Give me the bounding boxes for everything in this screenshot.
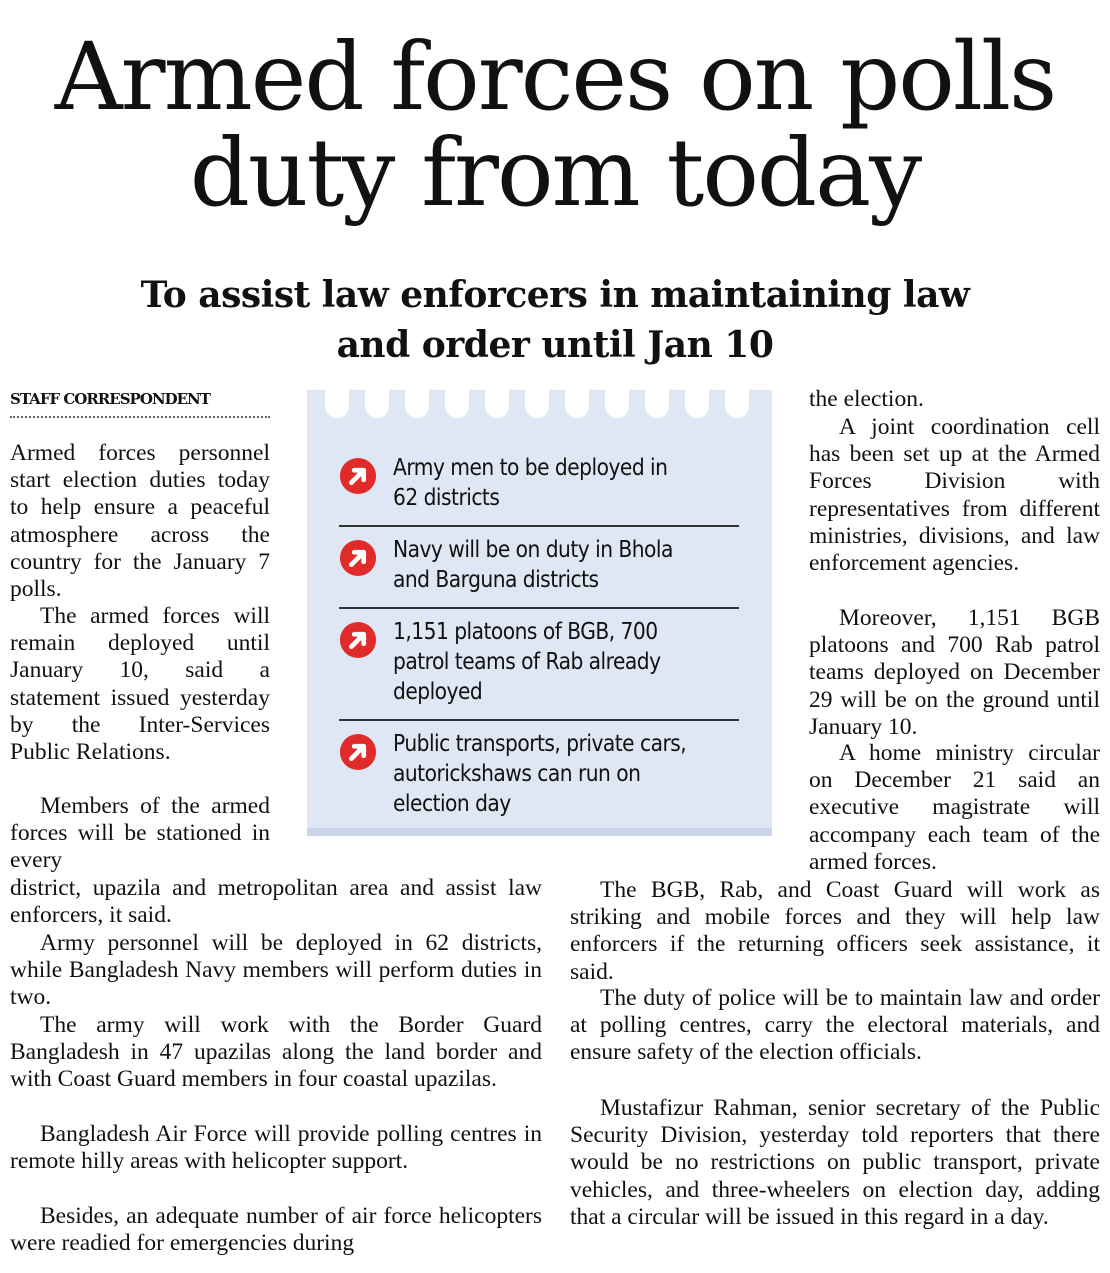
article-paragraph: Mustafizur Rahman, senior secretary of the Public Security Division, yesterday told reporters that there would be no restrictions on public transport, private vehicles, and three-wheelers on election day, adding that a circular will be issued in this regard in a day. bbox=[570, 1095, 1100, 1230]
article-paragraph: Army personnel will be deployed in 62 districts, while Bangladesh Navy members will perform duties in two. bbox=[10, 930, 542, 1011]
arrow-up-right-circle-icon bbox=[339, 733, 377, 771]
highlights-card bbox=[307, 390, 772, 836]
notepad-holes bbox=[325, 388, 755, 418]
highlight-item bbox=[339, 445, 739, 527]
headline-line-2: duty from today bbox=[189, 119, 921, 228]
arrow-up-right-circle-icon bbox=[339, 621, 377, 659]
headline-line-1: Armed forces on polls bbox=[54, 23, 1056, 132]
highlight-text: Navy will be on duty in Bhola and Barguna districts bbox=[393, 537, 673, 593]
article-paragraph: The armed forces will remain deployed until January 10, said a statement issued yesterday by the Inter-Services Public Relations. bbox=[10, 603, 270, 766]
article-paragraph: Bangladesh Air Force will provide polling centres in remote hilly areas with helicopter support. bbox=[10, 1121, 542, 1175]
highlights-list bbox=[339, 445, 739, 831]
byline: STAFF CORRESPONDENT bbox=[10, 390, 270, 418]
arrow-up-right-circle-icon bbox=[339, 457, 377, 495]
article-paragraph: The duty of police will be to maintain law and order at polling centres, carry the electoral materials, and ensure safety of the election officials. bbox=[570, 985, 1100, 1066]
highlight-text: Army men to be deployed in 62 districts bbox=[393, 455, 668, 511]
article-paragraph: Armed forces personnel start election duties today to help ensure a peaceful atmosphere across the country for the January 7 polls. bbox=[10, 440, 270, 603]
card-bottom-band bbox=[307, 828, 772, 836]
article-paragraph: Besides, an adequate number of air force helicopters were readied for emergencies during bbox=[10, 1203, 542, 1257]
article-paragraph: A joint coordination cell has been set up at the Armed Forces Division with representatives from different ministries, divisions, and law enforcement agencies. bbox=[809, 414, 1100, 577]
article-paragraph: Moreover, 1,151 BGB platoons and 700 Rab patrol teams deployed on December 29 will be on the ground until January 10. bbox=[809, 605, 1100, 740]
arrow-up-right-circle-icon bbox=[339, 539, 377, 577]
highlight-item bbox=[339, 527, 739, 609]
article-paragraph: the election. bbox=[809, 386, 924, 412]
article-paragraph: The army will work with the Border Guard Bangladesh in 47 upazilas along the land border and with Coast Guard members in four coastal upazilas. bbox=[10, 1012, 542, 1093]
subheadline-line-2: and order until Jan 10 bbox=[336, 324, 774, 366]
highlight-item bbox=[339, 721, 739, 831]
subheadline bbox=[0, 270, 1110, 370]
article-paragraph: The BGB, Rab, and Coast Guard will work as striking and mobile forces and they will help law enforcers if the returning officers seek assistance, it said. bbox=[570, 877, 1100, 985]
highlight-text: Public transports, private cars, autorickshaws can run on election day bbox=[393, 731, 687, 817]
highlight-text: 1,151 platoons of BGB, 700 patrol teams of Rab already deployed bbox=[393, 619, 661, 705]
article-paragraph: Members of the armed forces will be stationed in every bbox=[10, 793, 270, 874]
subheadline-line-1: To assist law enforcers in maintaining law bbox=[140, 274, 970, 316]
article-paragraph: district, upazila and metropolitan area and assist law enforcers, it said. bbox=[10, 875, 542, 929]
highlight-item bbox=[339, 609, 739, 721]
headline bbox=[0, 23, 1110, 228]
article-paragraph: A home ministry circular on December 21 said an executive magistrate will accompany each team of the armed forces. bbox=[809, 740, 1100, 875]
